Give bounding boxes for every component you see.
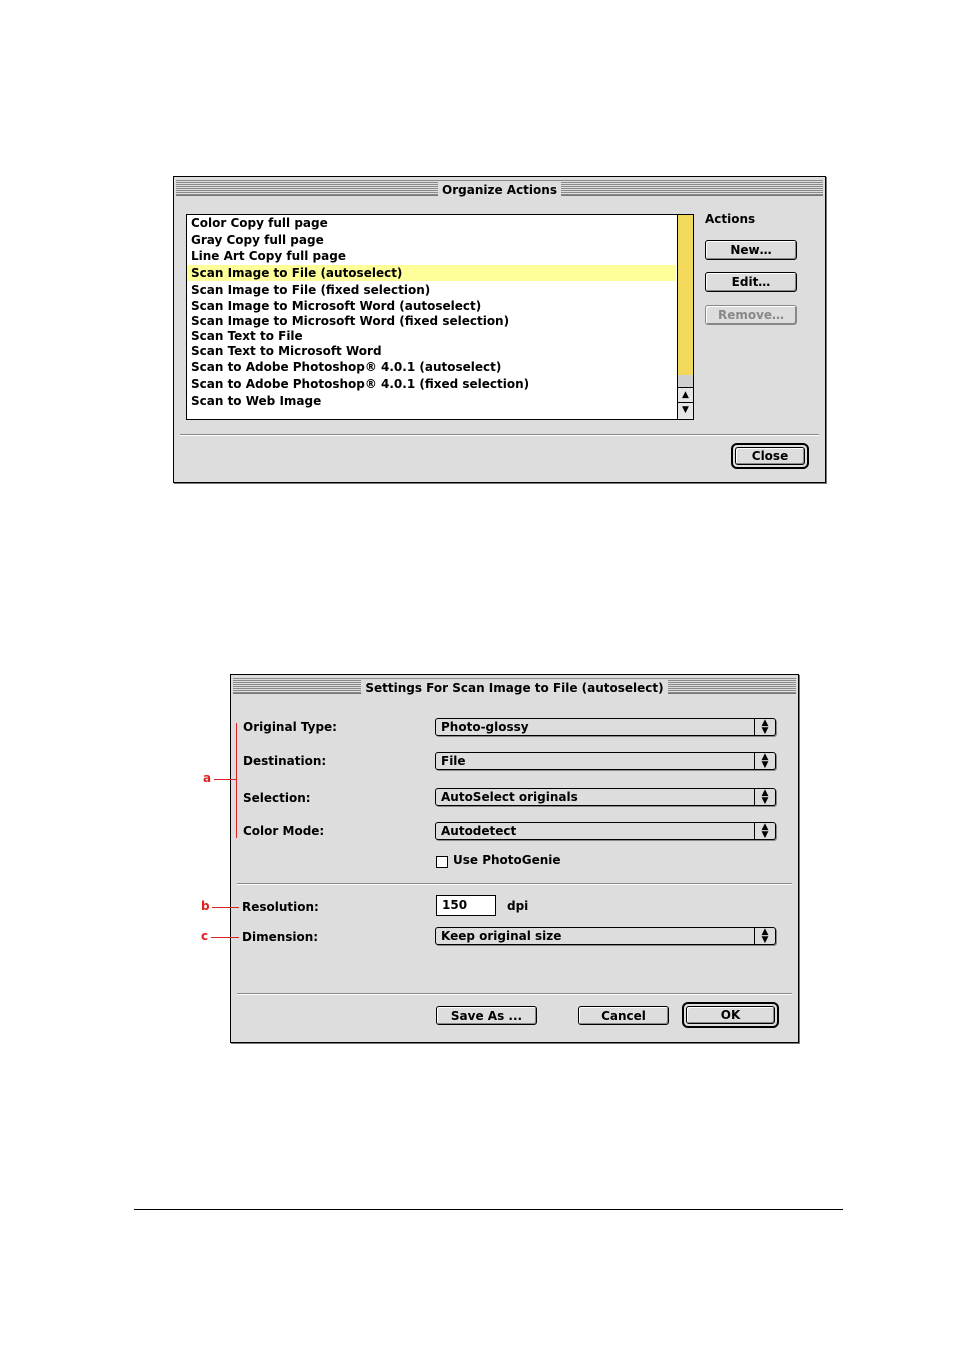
dimension-value: Keep original size (441, 929, 562, 943)
callout-c-line (211, 937, 239, 938)
destination-label: Destination: (243, 754, 327, 768)
use-photogenie-label: Use PhotoGenie (453, 853, 561, 867)
callout-a-bracket (236, 723, 237, 838)
edit-button[interactable]: Edit… (705, 272, 797, 292)
dimension-label: Dimension: (242, 930, 319, 944)
updown-arrows-icon: ▲ ▼ (754, 823, 775, 839)
updown-arrows-icon: ▲ ▼ (754, 753, 775, 769)
list-item[interactable]: Scan to Adobe Photoshop® 4.0.1 (fixed selection) (191, 377, 530, 391)
list-item[interactable]: Scan Image to Microsoft Word (autoselect) (191, 299, 482, 313)
callout-a-label: a (203, 771, 212, 785)
organize-titlebar[interactable] (176, 179, 823, 196)
settings-title: Settings For Scan Image to File (autoselect) (361, 680, 667, 696)
callout-a-line (214, 779, 236, 780)
list-item[interactable]: Scan Image to File (fixed selection) (191, 283, 431, 297)
actions-heading: Actions (705, 212, 756, 226)
settings-titlebar[interactable] (233, 677, 796, 694)
list-item[interactable]: Scan to Adobe Photoshop® 4.0.1 (autoselect) (191, 360, 502, 374)
list-item[interactable]: Scan Text to Microsoft Word (191, 344, 382, 358)
resolution-label: Resolution: (242, 900, 319, 914)
footer-rule (134, 1209, 843, 1210)
callout-b-label: b (201, 899, 210, 913)
updown-arrows-icon: ▲ ▼ (754, 789, 775, 805)
settings-divider-2 (237, 993, 792, 995)
close-button[interactable]: Close (735, 447, 805, 465)
list-item[interactable]: Scan to Web Image (191, 394, 322, 408)
scroll-down-icon[interactable]: ▼ (678, 402, 693, 418)
settings-dialog (230, 674, 799, 1043)
list-item-selected[interactable]: Scan Image to File (autoselect) (187, 265, 676, 281)
color-mode-popup[interactable] (435, 822, 776, 840)
original-type-label: Original Type: (243, 720, 337, 734)
list-scrollbar[interactable] (677, 215, 693, 419)
callout-b-line (212, 907, 239, 908)
actions-list[interactable] (186, 214, 694, 420)
list-item[interactable]: Scan Text to File (191, 329, 303, 343)
scroll-track[interactable] (678, 215, 693, 376)
updown-arrows-icon: ▲ ▼ (754, 928, 775, 944)
settings-divider-1 (237, 883, 792, 885)
save-as-button[interactable]: Save As ... (436, 1006, 537, 1025)
color-mode-value: Autodetect (441, 824, 517, 838)
ok-button[interactable]: OK (686, 1006, 775, 1024)
callout-c-label: c (201, 929, 209, 943)
cancel-button[interactable]: Cancel (578, 1006, 669, 1025)
destination-popup[interactable] (435, 752, 776, 770)
list-item[interactable]: Line Art Copy full page (191, 249, 346, 263)
updown-arrows-icon: ▲ ▼ (754, 719, 775, 735)
organize-divider (180, 434, 819, 436)
resolution-unit: dpi (507, 899, 529, 913)
original-type-popup[interactable] (435, 718, 776, 736)
resolution-input[interactable]: 150 (436, 895, 496, 916)
scroll-up-icon[interactable]: ▲ (678, 387, 693, 403)
dimension-popup[interactable] (435, 927, 776, 945)
list-item[interactable]: Color Copy full page (191, 216, 328, 230)
remove-button[interactable]: Remove… (705, 305, 797, 325)
selection-label: Selection: (243, 791, 311, 805)
list-item[interactable]: Gray Copy full page (191, 233, 324, 247)
organize-actions-dialog (173, 176, 826, 483)
selection-popup[interactable] (435, 788, 776, 806)
destination-value: File (441, 754, 466, 768)
use-photogenie-checkbox[interactable] (436, 856, 448, 868)
list-item[interactable]: Scan Image to Microsoft Word (fixed selection) (191, 314, 510, 328)
color-mode-label: Color Mode: (243, 824, 325, 838)
original-type-value: Photo-glossy (441, 720, 529, 734)
new-button[interactable]: New… (705, 240, 797, 260)
selection-value: AutoSelect originals (441, 790, 578, 804)
organize-title: Organize Actions (438, 182, 561, 198)
